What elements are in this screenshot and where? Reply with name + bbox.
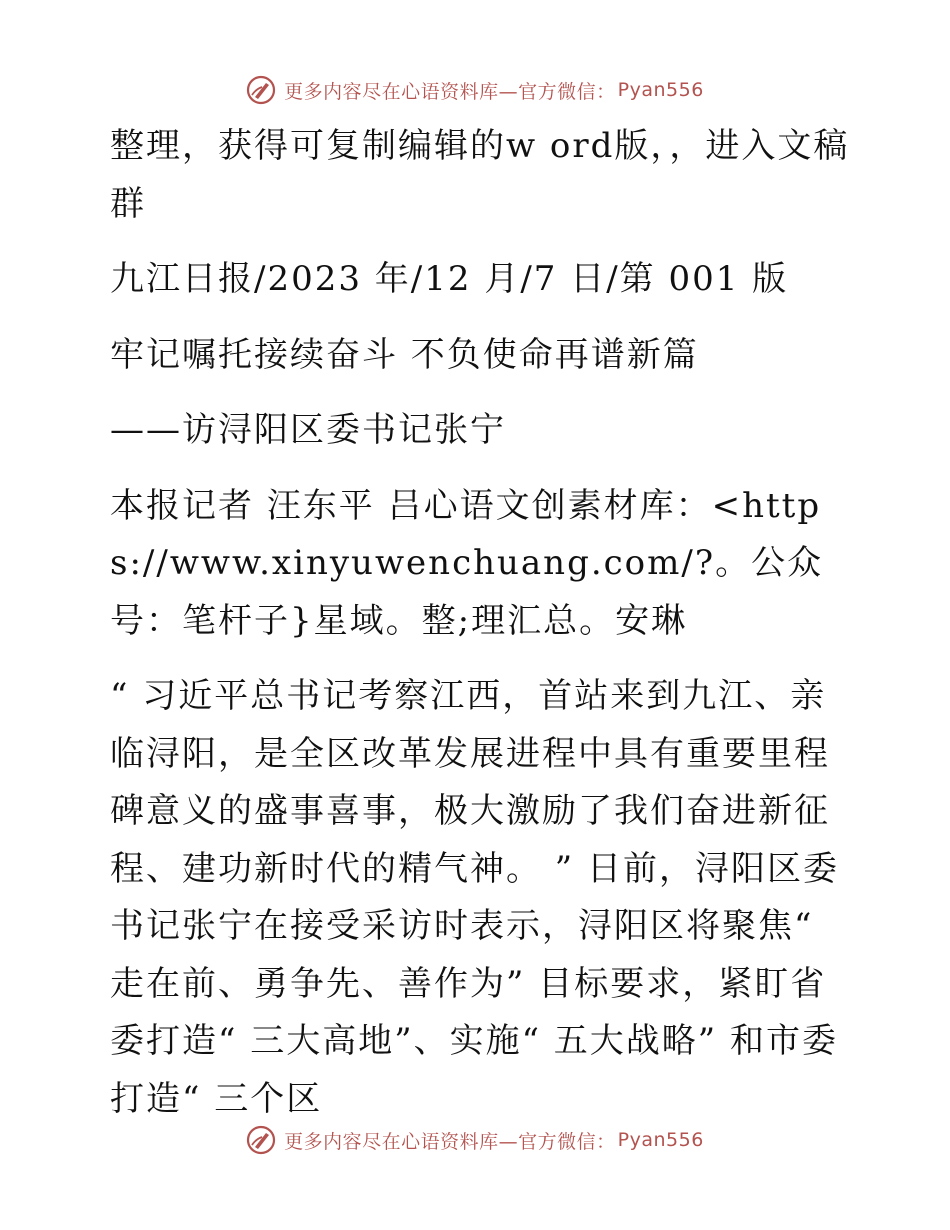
headline: 牢记嘱托接续奋斗 不负使命再谱新篇 <box>110 334 699 375</box>
banner-text: 更多内容尽在心语资料库—官方微信： <box>284 80 616 103</box>
body-paragraph: “ 习近平总书记考察江西，首站来到九江、亲临浔阳，是全区改革发展进程中具有重要里程碑意义的盛事喜事，极大激励了我们奋进新征程、建功新时代的精气神。 ” 日前，浔阳区委书记张宁在接受采访时表示，浔阳区将聚焦“ 走在前、勇争先、善作为” 目标要求，紧盯省委打造“ 三大高地”、实施“ 五大战略” 和市委打造“ 三个区 <box>110 676 839 1119</box>
banner-text: 更多内容尽在心语资料库—官方微信： <box>284 1130 616 1153</box>
subheadline: ——访浔阳区委书记张宁 <box>110 410 506 450</box>
banner-wechat-id: Pyan556 <box>617 1129 704 1151</box>
banner-wechat-id: Pyan556 <box>617 79 704 101</box>
document-page <box>98 118 850 1128</box>
dateline: 九江日报/2023 年/12 月/7 日/第 001 版 <box>110 259 789 299</box>
intro-line: 整理，获得可复制编辑的w ord版，，进入文稿群 <box>110 126 850 224</box>
byline: 本报记者 汪东平 吕心语文创素材库：<https://www.xinyuwenchuang.com/?。公众号：笔杆子}星域。整;理汇总。安琳 <box>110 485 824 641</box>
footer-banner <box>0 1120 950 1160</box>
quill-pen-logo-icon <box>246 75 276 105</box>
header-banner <box>0 70 950 110</box>
quill-pen-logo-icon <box>246 1125 276 1155</box>
